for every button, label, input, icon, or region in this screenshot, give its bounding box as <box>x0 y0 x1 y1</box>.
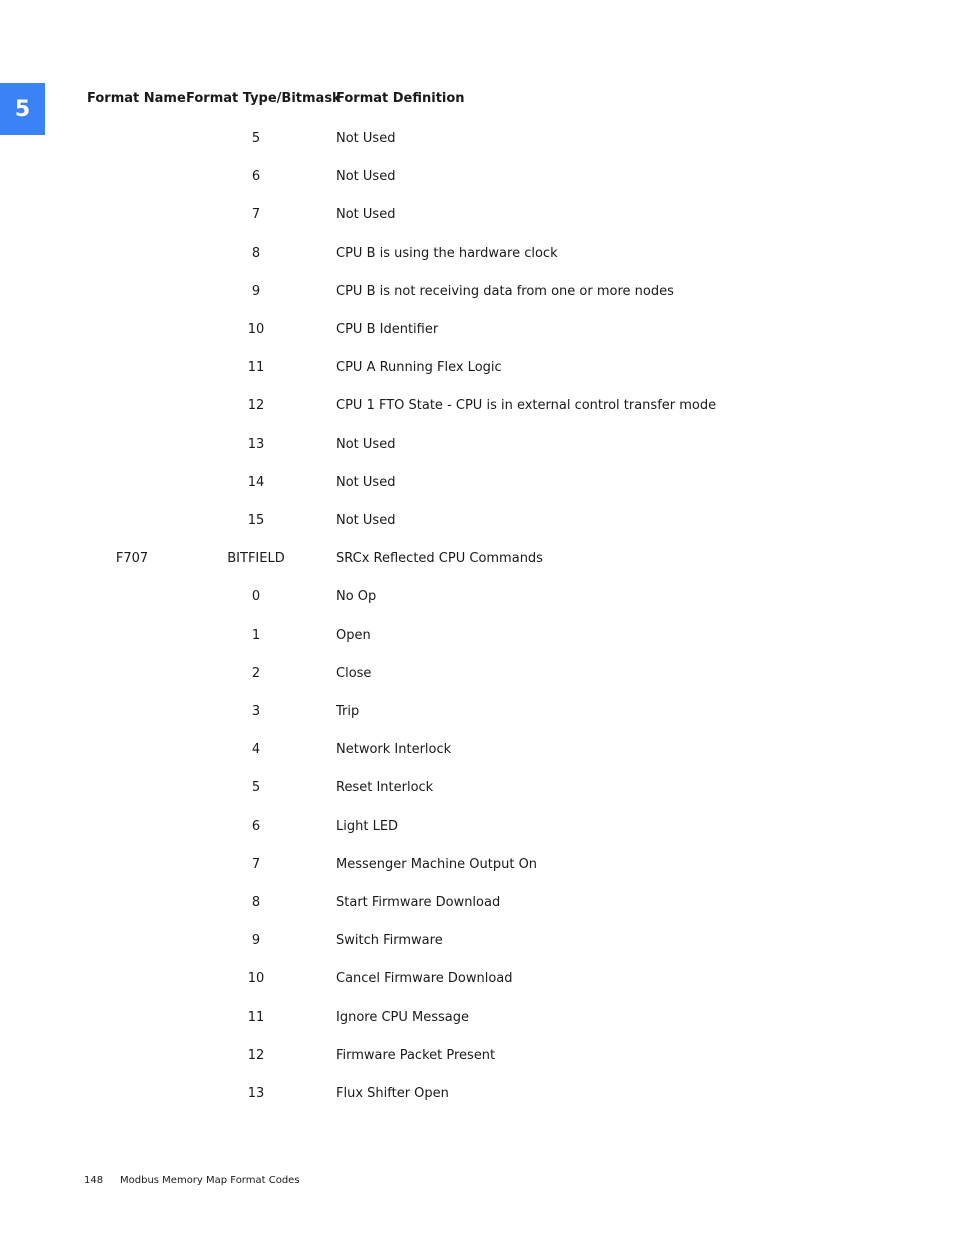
table-row <box>0 475 954 495</box>
format-type-cell: 9 <box>251 283 261 299</box>
column-header-format-name: Format Name <box>87 91 186 106</box>
format-definition-cell: Not Used <box>336 207 396 223</box>
table-row <box>0 666 954 686</box>
format-type-cell: 11 <box>247 360 265 376</box>
format-definition-cell: Open <box>336 627 371 643</box>
table-row <box>0 360 954 380</box>
table-row <box>0 1010 954 1030</box>
format-type-cell: 11 <box>247 1009 265 1025</box>
format-definition-cell: Firmware Packet Present <box>336 1047 496 1063</box>
format-type-cell: 8 <box>251 895 261 910</box>
table-row <box>0 971 954 991</box>
format-definition-cell: Switch Firmware <box>336 933 443 949</box>
table-row <box>0 437 954 457</box>
table-row <box>0 551 954 571</box>
table-row <box>0 1086 954 1106</box>
table-row <box>0 628 954 648</box>
table-row <box>0 169 954 189</box>
table-row <box>0 513 954 533</box>
format-type-cell: 7 <box>251 207 261 223</box>
format-type-cell: 9 <box>251 933 261 949</box>
format-definition-cell: Ignore CPU Message <box>336 1009 470 1025</box>
format-definition-cell: CPU B is using the hardware clock <box>336 245 558 261</box>
format-type-cell: BITFIELD <box>227 551 285 567</box>
footer-page-number: 148 <box>84 1175 104 1186</box>
table-row <box>0 895 954 915</box>
table-row <box>0 742 954 762</box>
table-row <box>0 284 954 304</box>
format-definition-cell: Not Used <box>336 436 396 452</box>
format-definition-cell: Reset Interlock <box>336 780 434 796</box>
format-type-cell: 6 <box>251 169 261 185</box>
format-name-cell: F707 <box>115 551 149 567</box>
format-definition-cell: Start Firmware Download <box>336 895 501 910</box>
table-row <box>0 819 954 839</box>
table-row <box>0 1048 954 1068</box>
format-definition-cell: SRCx Reflected CPU Commands <box>336 551 543 567</box>
format-type-cell: 10 <box>247 322 265 337</box>
format-type-cell: 2 <box>251 665 261 681</box>
table-row <box>0 780 954 800</box>
format-definition-cell: Not Used <box>336 131 396 146</box>
table-row <box>0 398 954 418</box>
format-type-cell: 10 <box>247 971 265 987</box>
format-type-cell: 6 <box>251 818 261 834</box>
format-type-cell: 3 <box>251 704 261 719</box>
format-type-cell: 12 <box>247 1047 265 1063</box>
table-row <box>0 933 954 953</box>
table-row <box>0 704 954 724</box>
format-definition-cell: Not Used <box>336 513 396 528</box>
format-type-cell: 13 <box>247 1086 265 1101</box>
chapter-number: 5 <box>14 96 31 122</box>
format-definition-cell: Cancel Firmware Download <box>336 971 513 987</box>
column-header-format-type: Format Type/Bitmask <box>186 91 341 106</box>
format-type-cell: 7 <box>251 856 261 872</box>
format-type-cell: 5 <box>251 131 261 146</box>
format-type-cell: 1 <box>251 627 261 643</box>
table-row <box>0 207 954 227</box>
format-type-cell: 4 <box>251 742 261 758</box>
table-row <box>0 589 954 609</box>
format-definition-cell: No Op <box>336 589 377 605</box>
format-definition-cell: CPU A Running Flex Logic <box>336 360 502 376</box>
column-header-format-definition: Format Definition <box>336 91 465 106</box>
format-definition-cell: Network Interlock <box>336 742 452 758</box>
format-definition-cell: Not Used <box>336 169 396 185</box>
format-type-cell: 14 <box>247 474 265 490</box>
format-definition-cell: Light LED <box>336 818 399 834</box>
format-type-cell: 15 <box>247 513 265 528</box>
format-definition-cell: Close <box>336 665 372 681</box>
chapter-tab <box>0 83 45 135</box>
format-type-cell: 0 <box>251 589 261 605</box>
table-row <box>0 857 954 877</box>
format-definition-cell: Flux Shifter Open <box>336 1086 449 1101</box>
table-row <box>0 246 954 266</box>
table-row <box>0 131 954 151</box>
format-type-cell: 8 <box>251 245 261 261</box>
format-definition-cell: CPU 1 FTO State - CPU is in external control transfer mode <box>336 398 717 414</box>
format-definition-cell: Messenger Machine Output On <box>336 856 538 872</box>
format-definition-cell: CPU B Identifier <box>336 322 439 337</box>
format-type-cell: 12 <box>247 398 265 414</box>
format-definition-cell: Trip <box>336 704 360 719</box>
format-definition-cell: Not Used <box>336 474 396 490</box>
table-row <box>0 322 954 342</box>
format-definition-cell: CPU B is not receiving data from one or more nodes <box>336 283 674 299</box>
format-type-cell: 5 <box>251 780 261 796</box>
footer-section-title: Modbus Memory Map Format Codes <box>120 1175 300 1186</box>
format-type-cell: 13 <box>247 436 265 452</box>
